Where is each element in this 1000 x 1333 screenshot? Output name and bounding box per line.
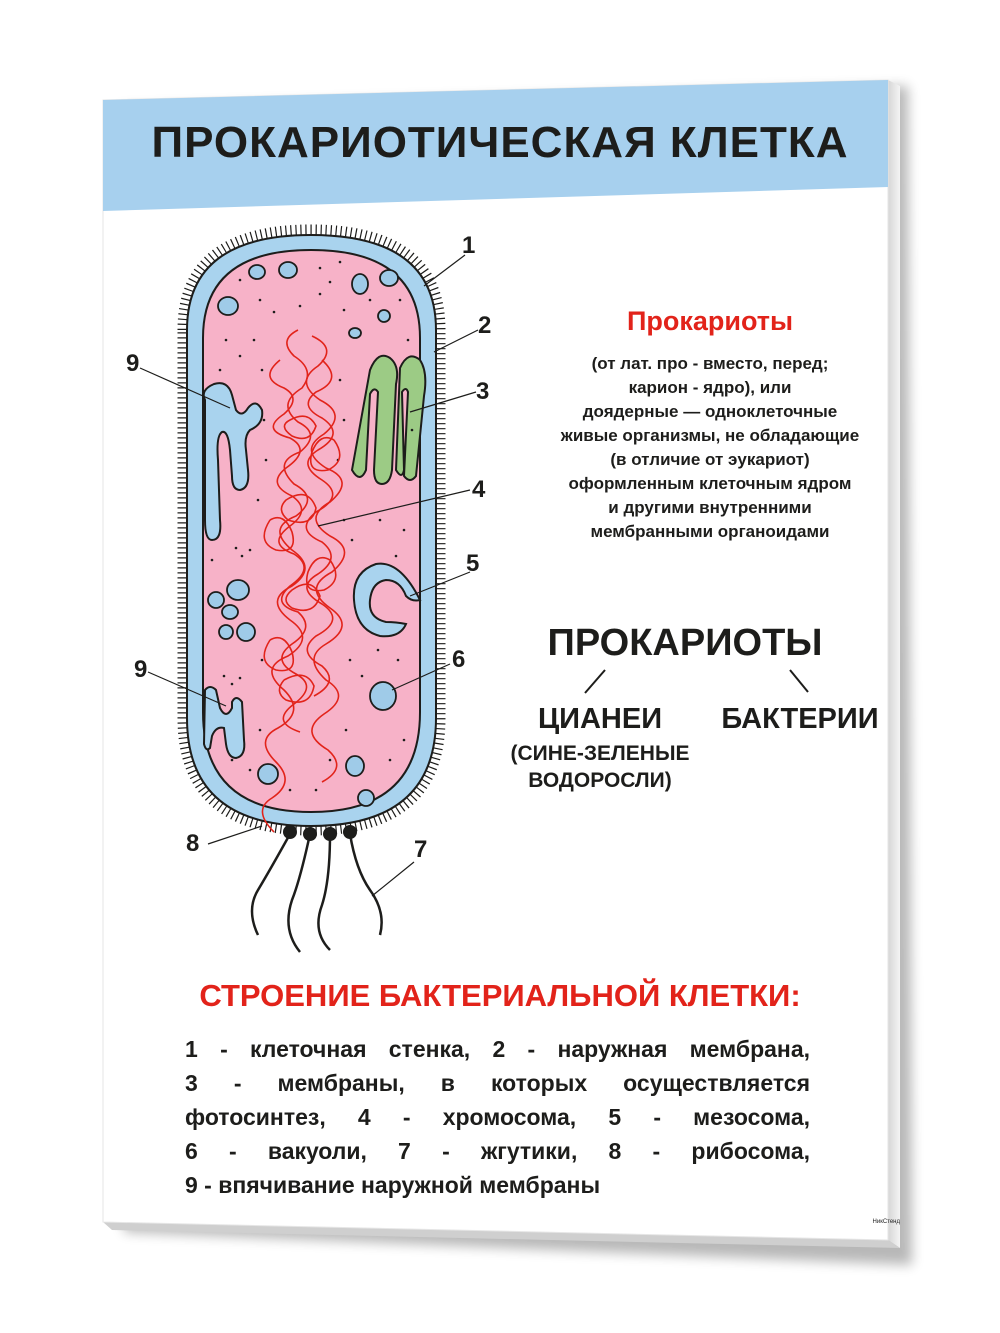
label-8: 8 [186,830,200,857]
classification-root: ПРОКАРИОТЫ [547,622,823,664]
label-6: 6 [452,646,466,673]
definition-line: доядерные — одноклеточные [582,402,838,421]
poster-title: ПРОКАРИОТИЧЕСКАЯ КЛЕТКА [151,118,849,167]
legend-line: фотосинтез, 4 - хромосома, 5 - мезосома, [185,1104,810,1130]
cyanea-note-line: (СИНЕ-ЗЕЛЕНЫЕ [510,742,690,765]
definition-line: мембранными органоидами [590,522,830,541]
label-3: 3 [476,378,490,405]
label-7: 7 [414,836,428,863]
definition-line: карион - ядро), или [628,378,792,397]
label-9-lower: 9 [134,656,148,683]
definition-line: (от лат. про - вместо, перед; [591,354,829,373]
label-9-upper: 9 [126,350,140,377]
label-1: 1 [462,232,476,259]
definition-text [520,352,900,544]
label-2: 2 [478,312,492,339]
definition-heading: Прокариоты [626,306,794,336]
legend-line: 1 - клеточная стенка, 2 - наружная мембрана, [185,1036,810,1062]
label-5: 5 [466,550,480,577]
definition-line: живые организмы, не обладающие [560,426,860,445]
definition-line: и другими внутренними [608,498,812,517]
classification-cyanea-note [485,740,715,794]
definition-line: оформленным клеточным ядром [568,474,852,493]
classification-cyanea: ЦИАНЕИ [537,703,663,735]
label-4: 4 [472,476,486,503]
definition-line: (в отличие от эукариот) [610,450,810,469]
legend-line: 6 - вакуоли, 7 - жгутики, 8 - рибосома, [185,1138,810,1164]
classification-bacteria: БАКТЕРИИ [721,703,879,735]
legend-line: 9 - впячивание наружной мембраны [185,1172,601,1198]
cyanea-note-line: ВОДОРОСЛИ) [528,769,672,792]
structure-heading: СТРОЕНИЕ БАКТЕРИАЛЬНОЙ КЛЕТКИ: [199,978,801,1013]
brand-mark: НикСтенд [872,1219,900,1225]
structure-legend [185,1032,810,1202]
legend-line: 3 - мембраны, в которых осуществляется [185,1070,810,1096]
